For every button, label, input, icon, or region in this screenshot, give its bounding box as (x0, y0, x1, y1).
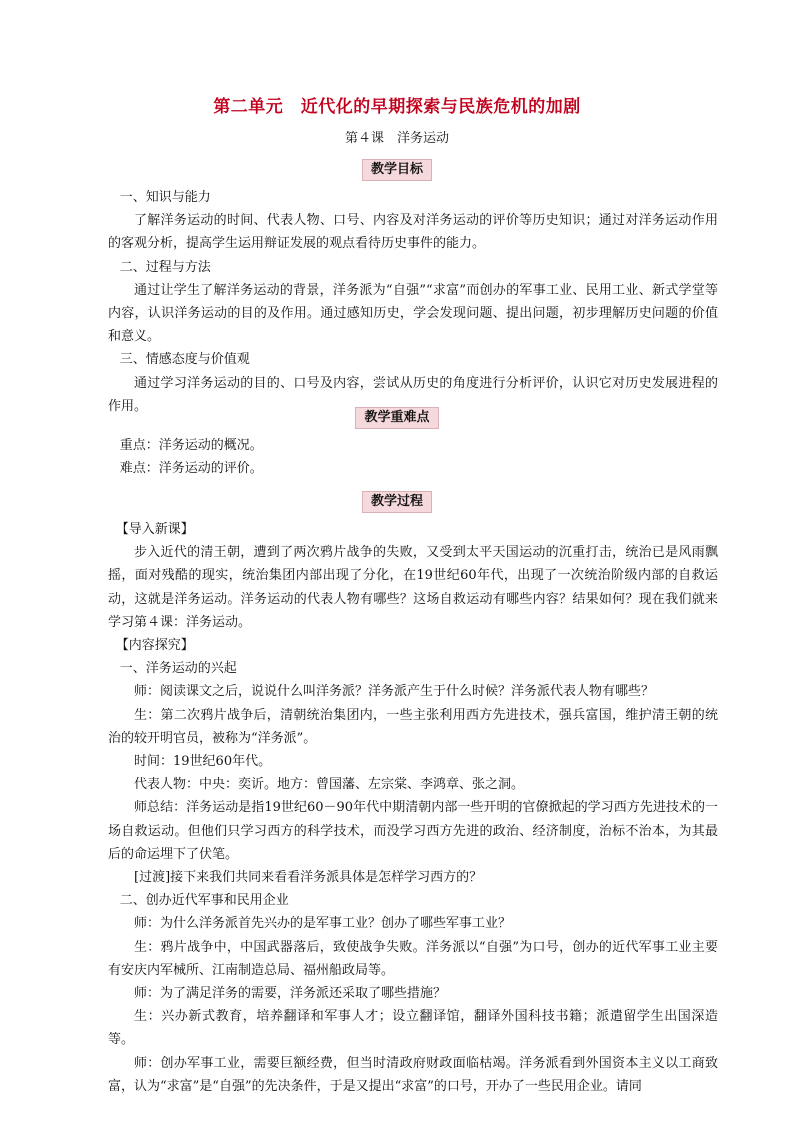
process-heading-explore: 【内容探究】 (115, 638, 194, 654)
process-paragraph: [过渡]接下来我们共同来看看洋务派具体是怎样学习西方的？ (134, 870, 483, 886)
process-paragraph: 时间：19世纪60年代。 (134, 754, 272, 770)
goals-heading-process: 二、过程与方法 (119, 259, 211, 275)
goals-heading-values: 三、情感态度与价值观 (119, 352, 250, 368)
process-paragraph: 生：鸦片战争中，中国武器落后，致使战争失败。洋务派以“自强”为口号，创办的近代军事工业主要有安庆内军械所、江南制造总局、福州船政局等。 (108, 939, 718, 978)
keypoint-item: 重点：洋务运动的概况。 (119, 438, 263, 453)
keypoints-body (108, 434, 718, 480)
process-paragraph: 生：兴办新式教育，培养翻译和军事人才；设立翻译馆，翻译外国科技书籍；派遣留学生出国深造等。 (108, 1009, 718, 1048)
goals-header-label: 教学目标 (362, 159, 432, 181)
difficulty-item: 难点：洋务运动的评价。 (119, 461, 263, 477)
keypoints-section-header (0, 406, 794, 429)
goals-heading-knowledge: 一、知识与能力 (119, 190, 211, 205)
goals-paragraph: 通过学习洋务运动的目的、口号及内容，尝试从历史的角度进行分析评价，认识它对历史发展进程的作用。 (108, 375, 718, 414)
goals-section-header (0, 158, 794, 181)
process-heading-intro: 【导入新课】 (115, 522, 194, 537)
process-paragraph: 师：阅读课文之后，说说什么叫洋务派？洋务派产生于什么时候？洋务派代表人物有哪些？ (134, 684, 655, 700)
process-subheading-enterprises: 二、创办近代军事和民用企业 (119, 893, 289, 909)
process-header-label: 教学过程 (362, 491, 432, 513)
process-paragraph: 生：第二次鸦片战争后，清朝统治集团内，一些主张利用西方先进技术，强兵富国，维护清王朝的统治的较开明官员，被称为“洋务派”。 (108, 707, 718, 746)
keypoints-header-label: 教学重难点 (355, 407, 438, 429)
process-body (108, 518, 718, 1098)
unit-title: 第二单元 近代化的早期探索与民族危机的加剧 (213, 97, 581, 117)
process-section-header (0, 490, 794, 513)
process-paragraph: 步入近代的清王朝，遭到了两次鸦片战争的失败，又受到太平天国运动的沉重打击，统治已是风雨飘摇，面对残酷的现实，统治集团内部出现了分化，在19世纪60年代，出现了一次统治阶级内部的自救运动，这就是洋务运动。洋务运动的代表人物有哪些？这场自救运动有哪些内容？结果如何？现在我们就来学习第４课：洋务运动。 (108, 545, 718, 630)
goals-paragraph: 通过让学生了解洋务运动的背景，洋务派为“自强”“求富”而创办的军事工业、民用工业、新式学堂等内容，认识洋务运动的目的及作用。通过感知历史，学会发现问题、提出问题，初步理解历史问题的价值和意义。 (108, 282, 718, 345)
goals-paragraph: 了解洋务运动的时间、代表人物、口号、内容及对洋务运动的评价等历史知识；通过对洋务运动作用的客观分析，提高学生运用辩证发展的观点看待历史事件的能力。 (108, 213, 718, 252)
lesson-title: 第４课 洋务运动 (344, 131, 449, 146)
process-paragraph: 师：创办军事工业，需要巨额经费，但当时清政府财政面临枯竭。洋务派看到外国资本主义以工商致富，认为“求富”是“自强”的先决条件，于是又提出“求富”的口号，开办了一些民用企业。请同 (108, 1055, 718, 1094)
process-paragraph: 师：为什么洋务派首先兴办的是军事工业？创办了哪些军事工业？ (134, 916, 512, 932)
process-paragraph: 代表人物：中央：奕䜣。地方：曾国藩、左宗棠、李鸿章、张之洞。 (134, 777, 525, 793)
process-subheading-rise: 一、洋务运动的兴起 (119, 661, 237, 677)
goals-body (108, 186, 718, 418)
process-paragraph: 师：为了满足洋务的需要，洋务派还采取了哪些措施？ (134, 986, 447, 1002)
process-paragraph: 师总结：洋务运动是指19世纪60－90年代中期清朝内部一些开明的官僚掀起的学习西方先进技术的一场自救运动。但他们只学习西方的科学技术，而没学习西方先进的政治、经济制度，治标不治本，为其最后的命运埋下了伏笔。 (108, 800, 718, 862)
